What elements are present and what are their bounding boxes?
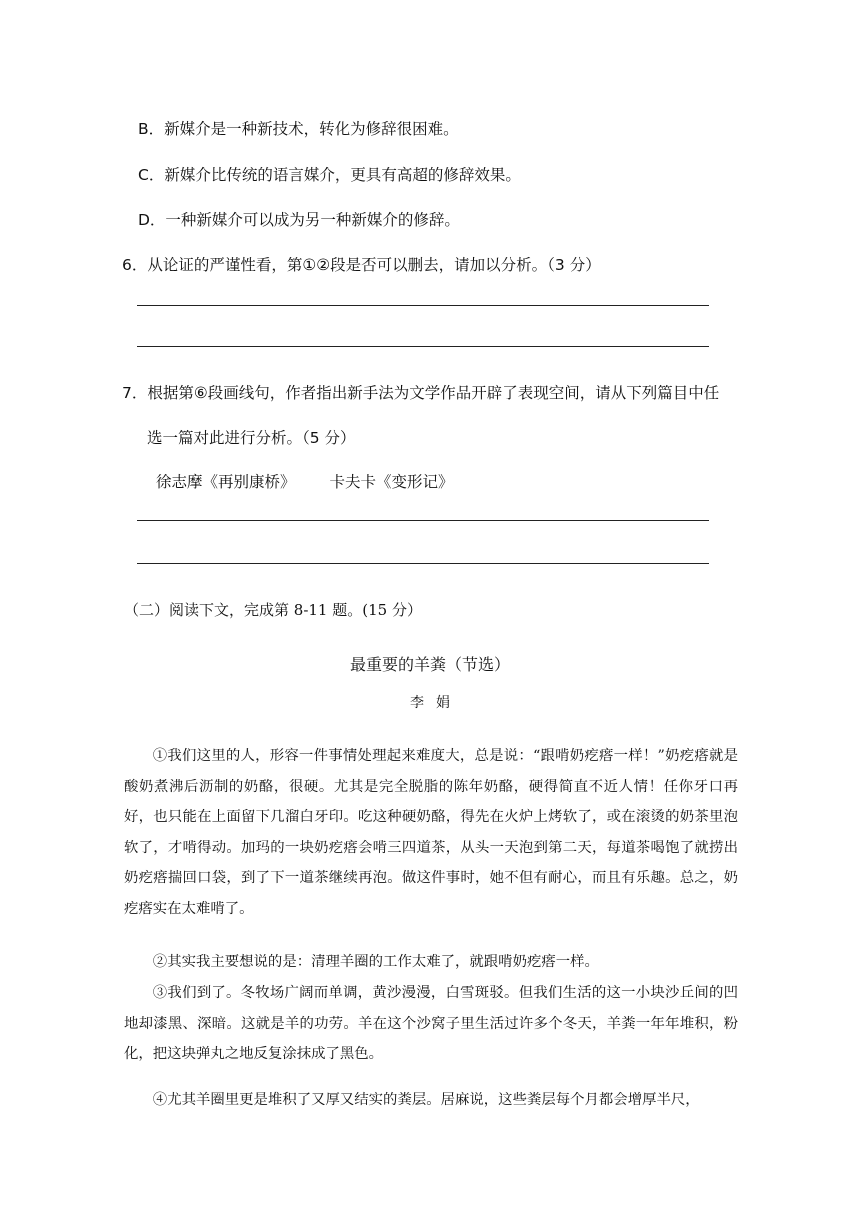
answer-line-6a[interactable] [137, 305, 709, 306]
book-choice-2: 卡夫卡《变形记》 [329, 473, 454, 491]
article-title: 最重要的羊粪（节选） [349, 655, 510, 674]
option-b: B．新媒介是一种新技术，转化为修辞很困难。 [138, 120, 459, 138]
book-choices [156, 470, 454, 492]
article-author: 李娟 [410, 695, 462, 711]
option-d: D．一种新媒介可以成为另一种新媒介的修辞。 [138, 211, 460, 229]
paragraph-2: ②其实我主要想说的是：清理羊圈的工作太难了，就跟啃奶疙瘩一样。 [152, 954, 599, 970]
answer-line-7b[interactable] [137, 563, 709, 564]
paragraph-3: ③我们到了。冬牧场广阔而单调，黄沙漫漫，白雪斑驳。但我们生活的这一小块沙丘间的凹地却漆黑、深暗。这就是羊的功劳。羊在这个沙窝子里生活过许多个冬天，羊粪一年年堆积，粉化，把这块弹丸之地反复涂抹成了黑色。 [124, 985, 738, 1062]
question-7-line1: 7．根据第⑥段画线句，作者指出新手法为文学作品开辟了表现空间，请从下列篇目中任 [122, 384, 720, 402]
paragraph-4: ④尤其羊圈里更是堆积了又厚又结实的粪层。居麻说，这些粪层每个月都会增厚半尺， [152, 1092, 700, 1108]
paragraph-1: ①我们这里的人，形容一件事情处理起来难度大，总是说：“跟啃奶疙瘩一样！”奶疙瘩就是酸奶煮沸后沥制的奶酪，很硬。尤其是完全脱脂的陈年奶酪，硬得简直不近人情！任你牙口再好，也只能在上面留下几溜白牙印。吃这种硬奶酪，得先在火炉上烤软了，或在滚烫的奶茶里泡软了，才啃得动。加玛的一块奶疙瘩会啃三四道茶，从头一天泡到第二天，每道茶喝饱了就捞出奶疙瘩揣回口袋，到了下一道茶继续再泡。做这件事时，她不但有耐心，而且有乐趣。总之，奶疙瘩实在太难啃了。 [124, 748, 738, 917]
answer-line-6b[interactable] [137, 346, 709, 347]
question-6: 6．从论证的严谨性看，第①②段是否可以删去，请加以分析。（3 分） [122, 256, 601, 274]
book-choice-1: 徐志摩《再别康桥》 [156, 473, 296, 491]
answer-line-7a[interactable] [137, 520, 709, 521]
question-7-line2: 选一篇对此进行分析。（5 分） [147, 429, 356, 447]
option-c: C．新媒介比传统的语言媒介，更具有高超的修辞效果。 [138, 166, 521, 184]
section-heading: （二）阅读下文，完成第 8-11 题。(15 分） [124, 601, 422, 619]
